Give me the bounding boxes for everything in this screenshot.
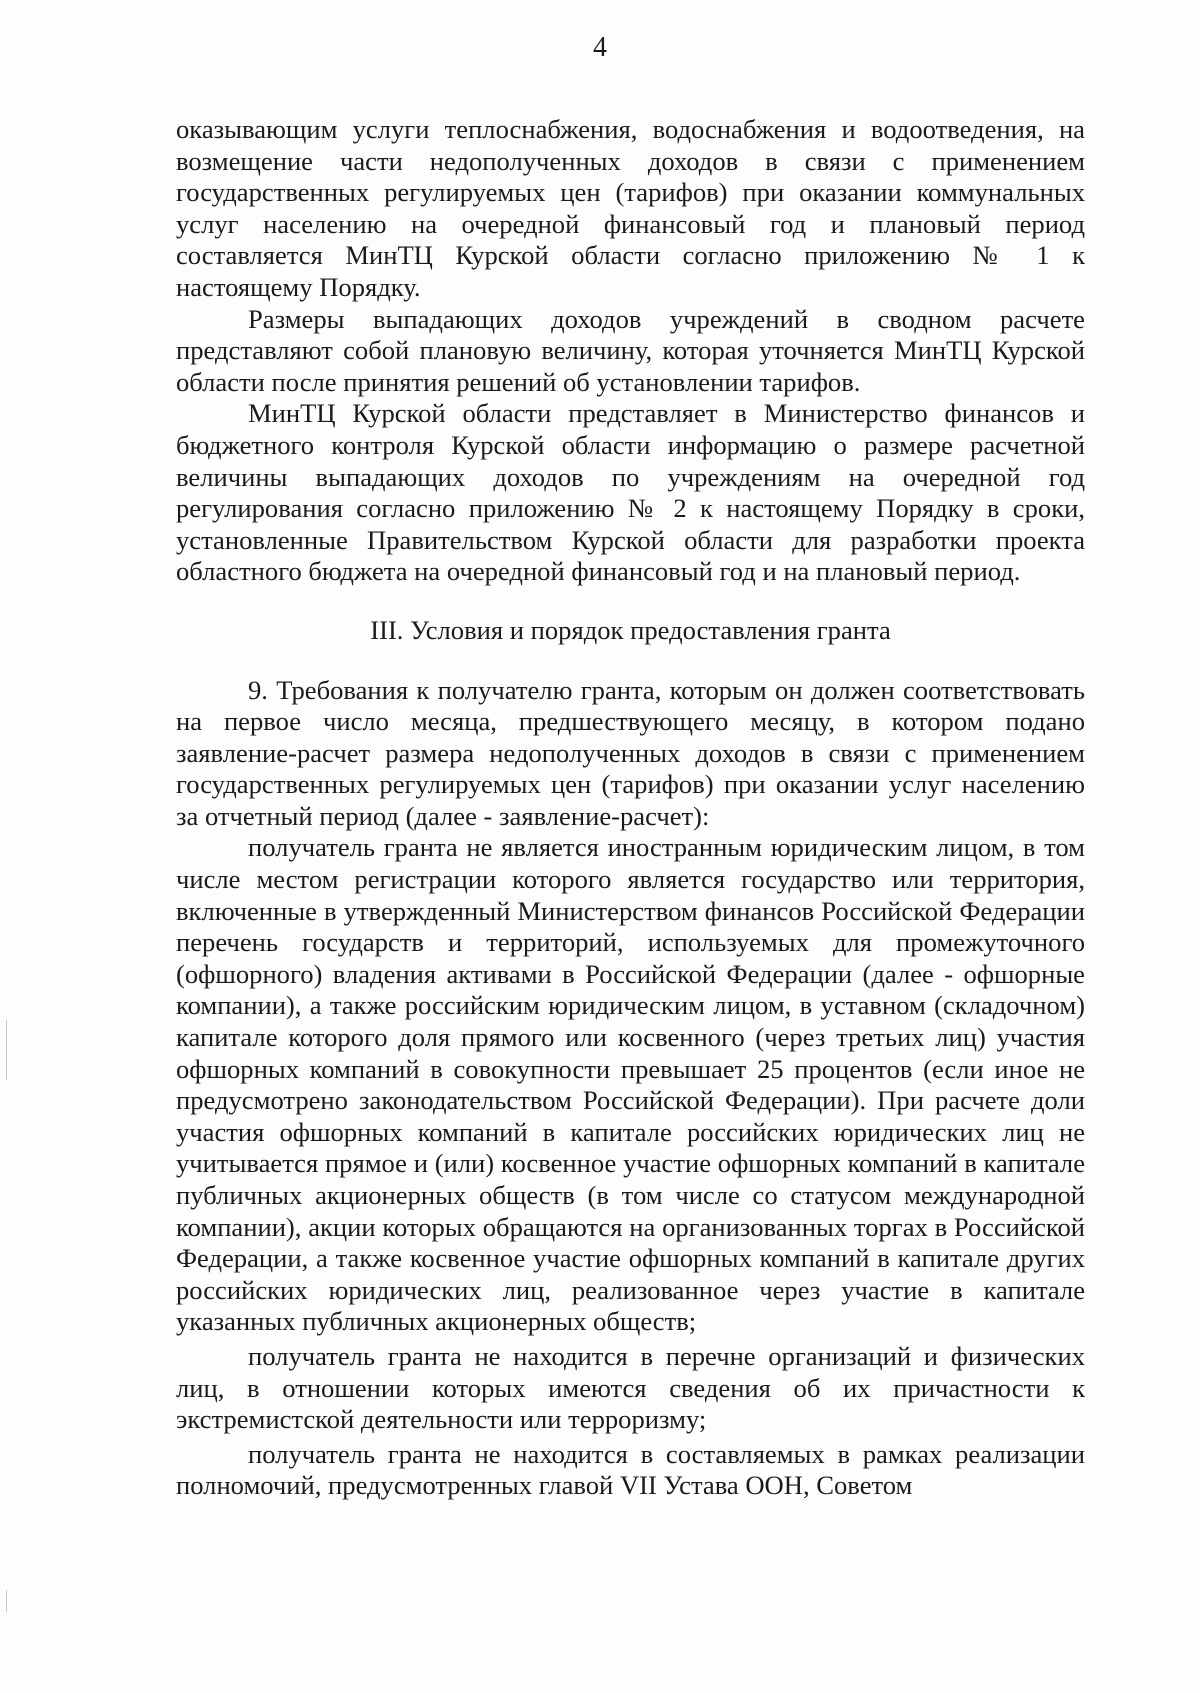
paragraph: Размеры выпадающих доходов учреждений в сводном расчете представляют собой плановую величину, которая уточняется МинТЦ Курской области после принятия решений об установлении тарифов. xyxy=(176,303,1085,397)
scan-edge-mark xyxy=(6,1020,7,1080)
section-heading: III. Условия и порядок предоставления гранта xyxy=(370,614,891,645)
document-body xyxy=(176,114,1085,1502)
paragraph: МинТЦ Курской области представляет в Министерство финансов и бюджетного контроля Курской области информацию о размере расчетной величины выпадающих доходов по учреждениям на очередной год регулирования согласно приложению № 2 к настоящему Порядку в сроки, установленные Правительством Курской области для разработки проекта областного бюджета на очередной финансовый год и на плановый период. xyxy=(176,398,1085,587)
paragraph: 9. Требования к получателю гранта, которым он должен соответствовать на первое число месяца, предшествующего месяцу, в котором подано заявление-расчет размера недополученных доходов в связи с применением государственных регулируемых цен (тарифов) при оказании услуг населению за отчетный период (далее - заявление-расчет): xyxy=(176,674,1085,831)
paragraph: получатель гранта не находится в перечне организаций и физических лиц, в отношении которых имеются сведения об их причастности к экстремистской деятельности или терроризму; xyxy=(176,1340,1085,1435)
paragraph: получатель гранта не является иностранным юридическим лицом, в том числе местом регистрации которого является государство или территория, включенные в утвержденный Министерством финансов Российской Федерации перечень государств и территорий, используемых для промежуточного (офшорного) владения активами в Российской Федерации (далее - офшорные компании), а также российским юридическим лицом, в уставном (складочном) капитале которого доля прямого или косвенного (через третьих лиц) участия офшорных компаний в совокупности превышает 25 процентов (если иное не предусмотрено законодательством Российской Федерации). При расчете доли участия офшорных компаний в капитале российских юридических лиц не учитывается прямое и (или) косвенное участие офшорных компаний в капитале публичных акционерных обществ (в том числе со статусом международной компании), акции которых обращаются на организованных торгах в Российской Федерации, а также косвенное участие офшорных компаний в капитале других российских юридических лиц, реализованное через участие в капитале указанных публичных акционерных обществ; xyxy=(176,832,1085,1337)
page-number: 4 xyxy=(593,32,607,63)
paragraph: оказывающим услуги теплоснабжения, водоснабжения и водоотведения, на возмещение части недополученных доходов в связи с применением государственных регулируемых цен (тарифов) при оказании коммунальных услуг населению на очередной финансовый год и плановый период составляется МинТЦ Курской области согласно приложению № 1 к настоящему Порядку. xyxy=(176,114,1085,302)
paragraph: получатель гранта не находится в составляемых в рамках реализации полномочий, предусмотренных главой VII Устава ООН, Советом xyxy=(176,1438,1085,1501)
scan-edge-mark xyxy=(6,1590,7,1612)
